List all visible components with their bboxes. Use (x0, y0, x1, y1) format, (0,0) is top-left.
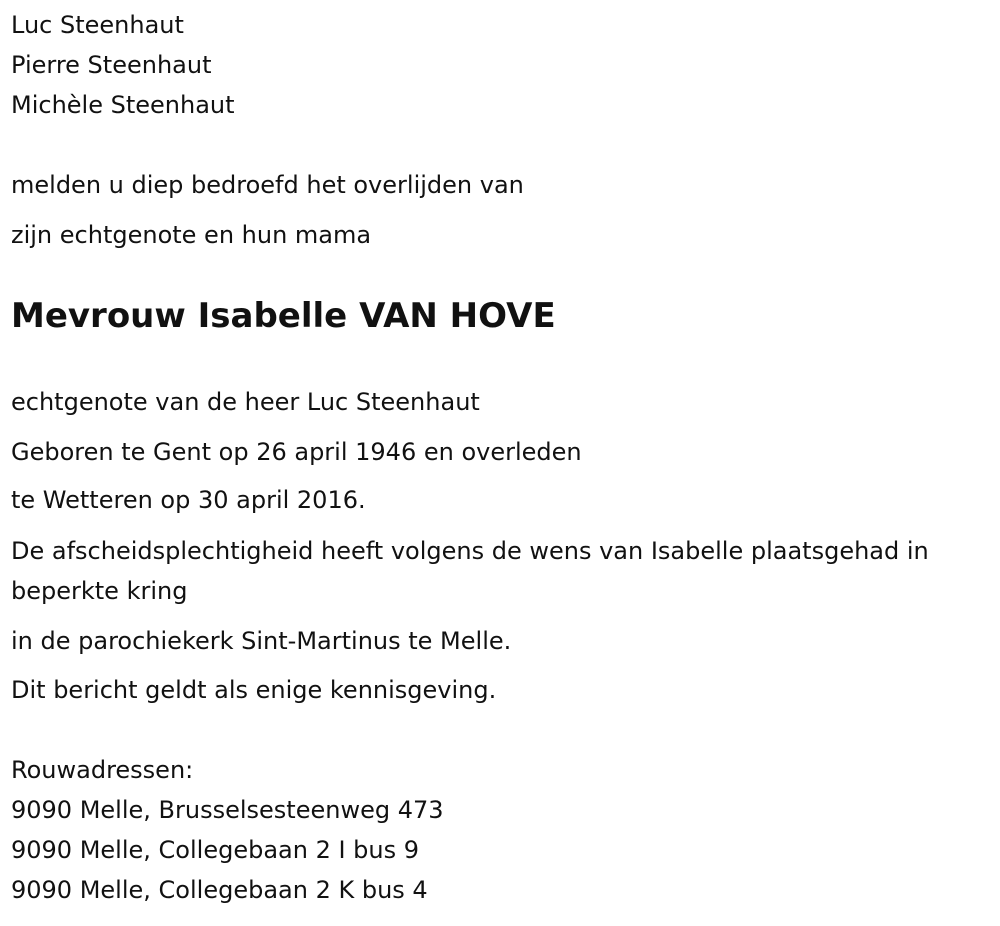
address-line: 9090 Melle, Collegebaan 2 I bus 9 (11, 836, 420, 864)
detail-text: Dit bericht geldt als enige kennisgeving. (11, 676, 497, 704)
family-member-name: Michèle Steenhaut (11, 91, 235, 119)
detail-text: De afscheidsplechtigheid heeft volgens de wens van Isabelle plaatsgehad in beperkte kring (11, 537, 929, 605)
detail-text: echtgenote van de heer Luc Steenhaut (11, 388, 480, 416)
address-line: 9090 Melle, Brusselsesteenweg 473 (11, 796, 444, 824)
intro-text: zijn echtgenote en hun mama (11, 221, 372, 249)
deceased-name: Mevrouw Isabelle VAN HOVE (11, 296, 556, 336)
intro-text: melden u diep bedroefd het overlijden van (11, 171, 524, 199)
family-member-name: Pierre Steenhaut (11, 51, 212, 79)
detail-text: Geboren te Gent op 26 april 1946 en overleden (11, 438, 582, 466)
detail-text: in de parochiekerk Sint-Martinus te Melle. (11, 627, 512, 655)
detail-text: te Wetteren op 30 april 2016. (11, 486, 366, 514)
family-member-name: Luc Steenhaut (11, 11, 184, 39)
addresses-heading: Rouwadressen: (11, 756, 194, 784)
address-line: 9090 Melle, Collegebaan 2 K bus 4 (11, 876, 428, 904)
